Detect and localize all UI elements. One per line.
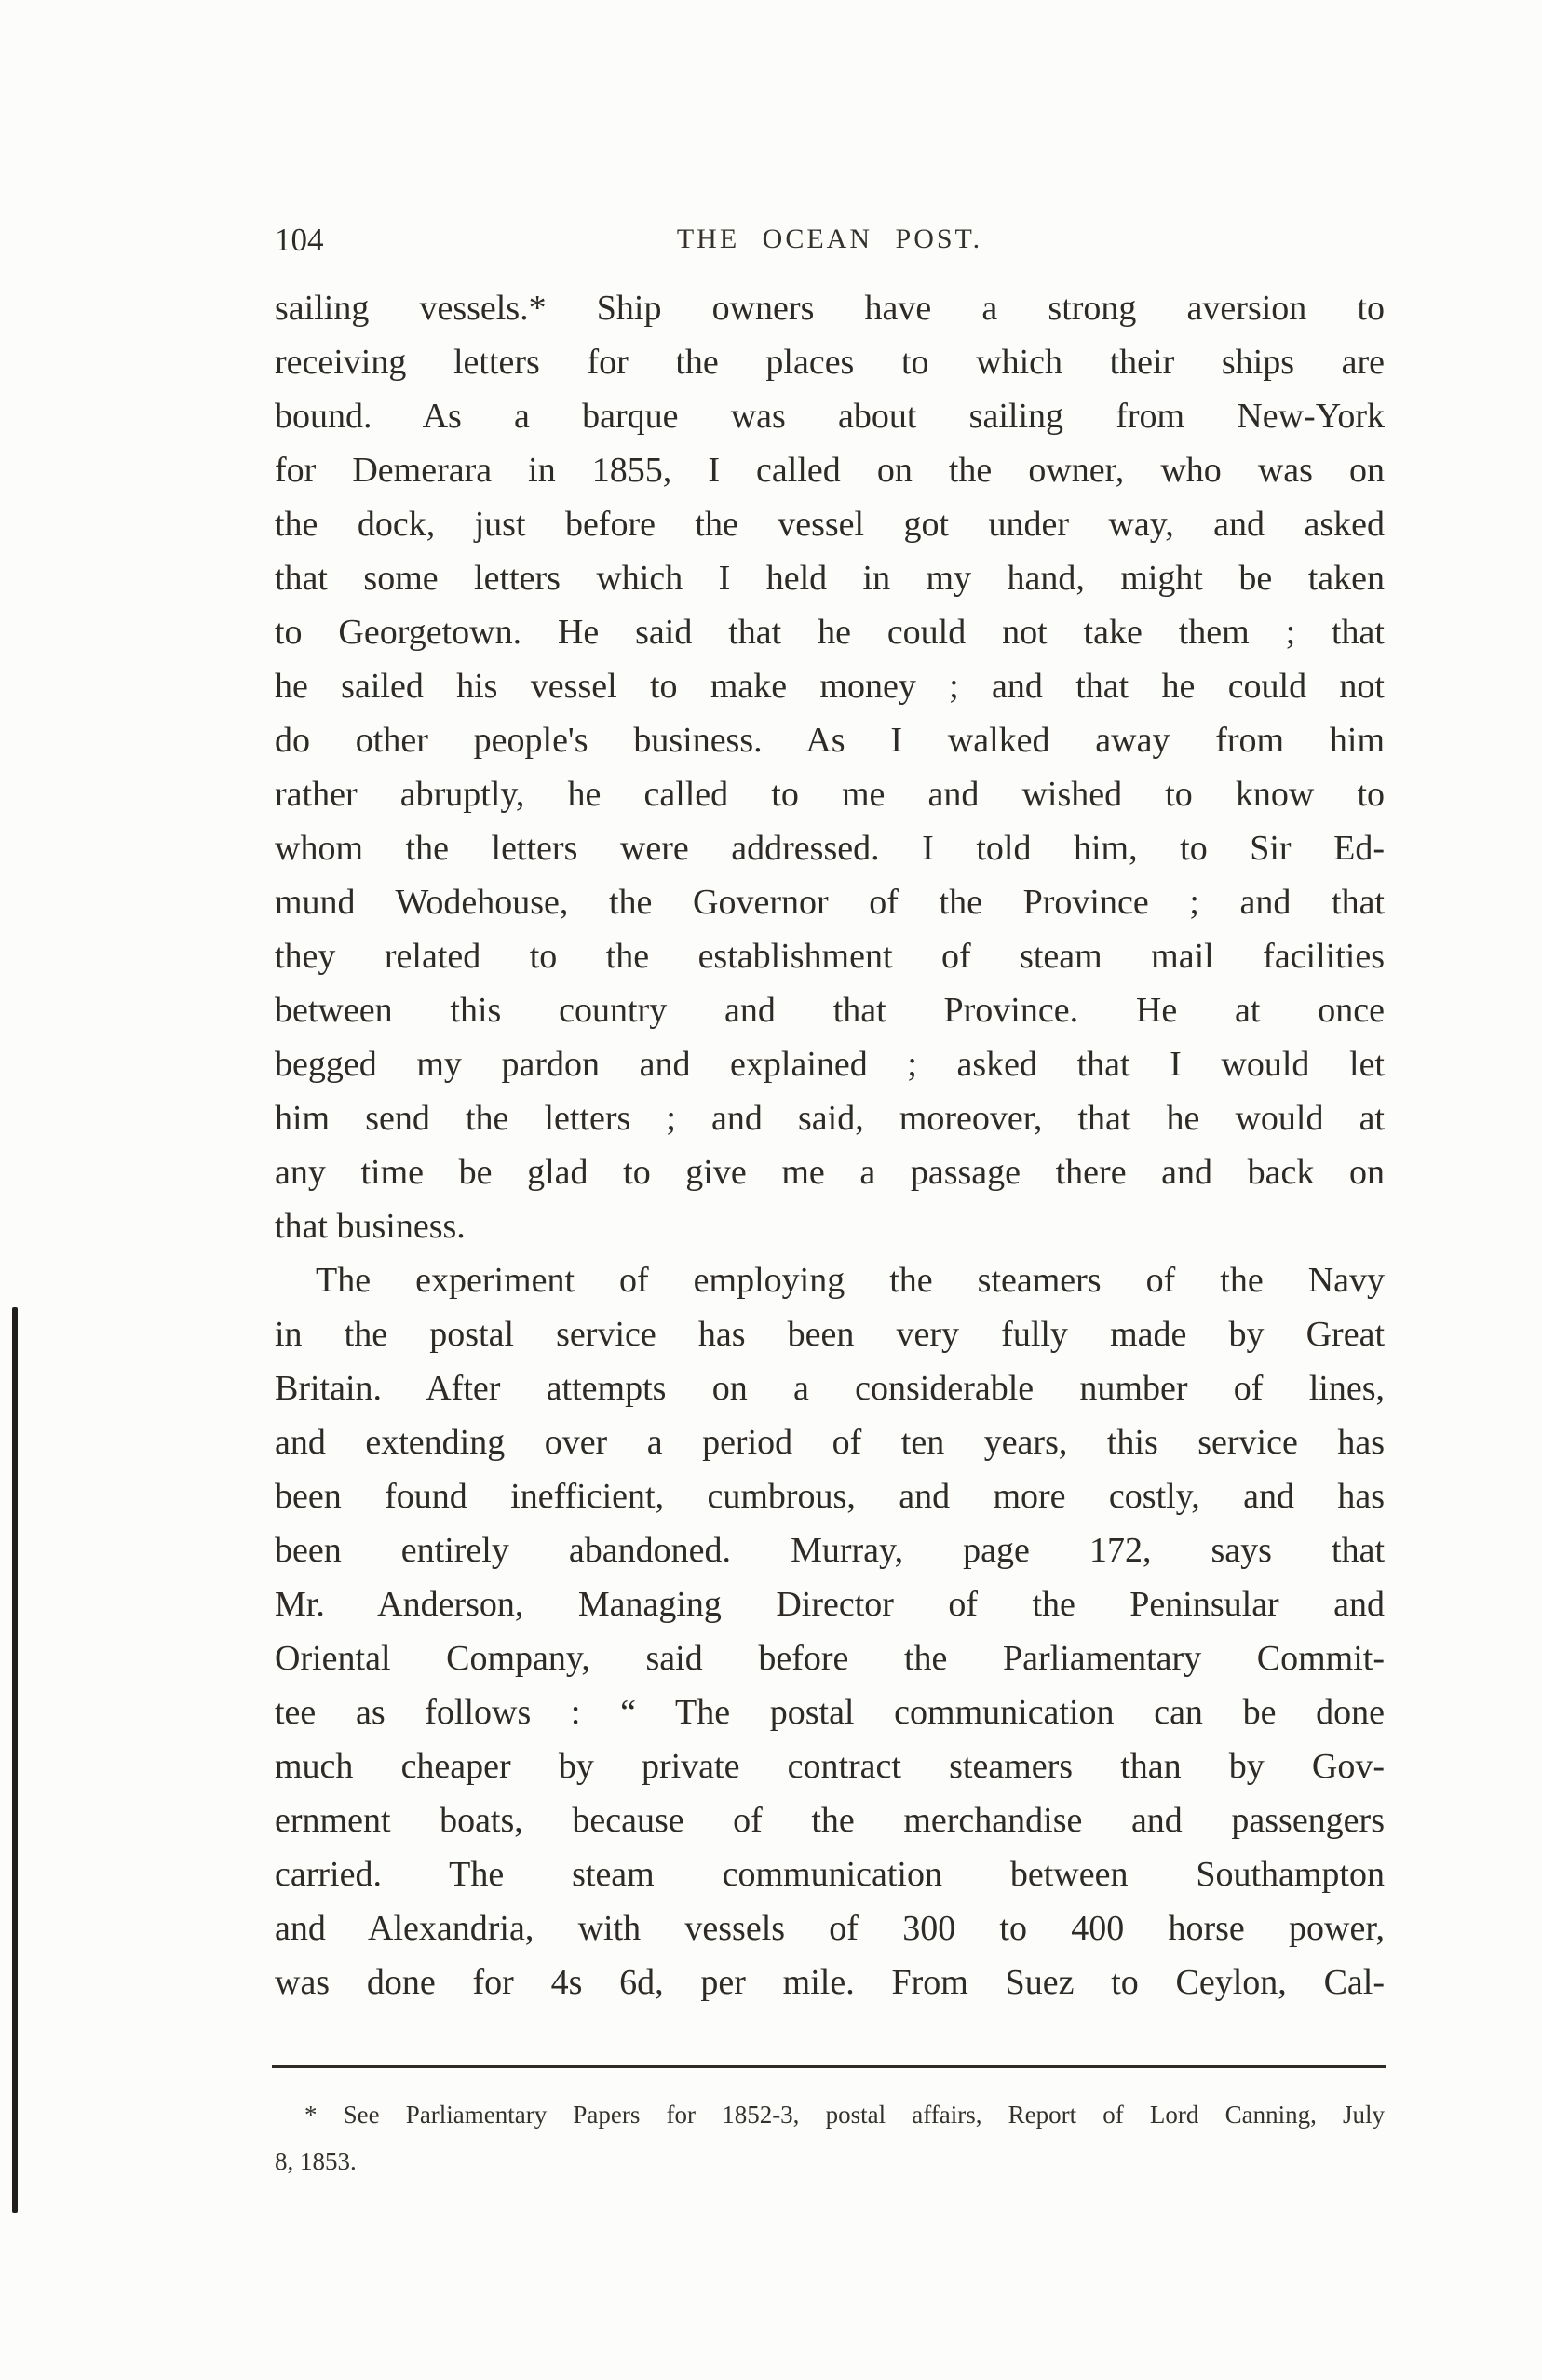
text-line: bound. As a barque was about sailing from New-York <box>275 397 1385 436</box>
text-line: he sailed his vessel to make money ; and that he could not <box>275 667 1385 706</box>
text-line: whom the letters were addressed. I told him, to Sir Ed- <box>275 829 1385 868</box>
text-line: receiving letters for the places to which their ships are <box>275 343 1385 382</box>
text-line: for Demerara in 1855, I called on the owner, who was on <box>275 451 1385 490</box>
page-number: 104 <box>275 222 324 258</box>
text-line: to Georgetown. He said that he could not take them ; that <box>275 613 1385 652</box>
text-line: sailing vessels.* Ship owners have a strong aversion to <box>275 289 1385 328</box>
text-line: any time be glad to give me a passage there and back on <box>275 1153 1385 1192</box>
text-line: Britain. After attempts on a considerable number of lines, <box>275 1369 1385 1408</box>
text-line: and Alexandria, with vessels of 300 to 400 horse power, <box>275 1909 1385 1948</box>
text-line: tee as follows : “ The postal communication can be done <box>275 1693 1385 1732</box>
text-line: in the postal service has been very fully made by Great <box>275 1315 1385 1354</box>
page-header <box>275 220 1385 261</box>
text-line: Mr. Anderson, Managing Director of the Peninsular and <box>275 1585 1385 1624</box>
footnote-line: * See Parliamentary Papers for 1852-3, postal affairs, Report of Lord Canning, July <box>304 2101 1385 2129</box>
text-line: mund Wodehouse, the Governor of the Province ; and that <box>275 883 1385 922</box>
running-title: THE OCEAN POST. <box>676 223 983 254</box>
text-line: been entirely abandoned. Murray, page 172, says that <box>275 1531 1385 1570</box>
text-line: him send the letters ; and said, moreover, that he would at <box>275 1099 1385 1138</box>
text-line: The experiment of employing the steamers of the Navy <box>316 1261 1385 1300</box>
text-line: carried. The steam communication between Southampton <box>275 1855 1385 1894</box>
footnote <box>275 2091 1385 2184</box>
footnote-line: 8, 1853. <box>275 2147 357 2175</box>
text-line: ernment boats, because of the merchandise and passengers <box>275 1801 1385 1840</box>
text-line: the dock, just before the vessel got under way, and asked <box>275 505 1385 544</box>
text-line: was done for 4s 6d, per mile. From Suez to Ceylon, Cal- <box>275 1963 1385 2002</box>
text-line: been found inefficient, cumbrous, and more costly, and has <box>275 1477 1385 1516</box>
body-text <box>275 281 1385 2009</box>
text-line: that some letters which I held in my hand, might be taken <box>275 559 1385 598</box>
footnote-rule <box>272 2065 1386 2068</box>
text-line: much cheaper by private contract steamers than by Gov- <box>275 1747 1385 1786</box>
text-line: they related to the establishment of steam mail facilities <box>275 937 1385 976</box>
text-line: that business. <box>275 1207 466 1246</box>
text-line: between this country and that Province. He at once <box>275 991 1385 1030</box>
scan-artifact-line <box>12 1307 18 2213</box>
text-line: and extending over a period of ten years, this service has <box>275 1423 1385 1462</box>
text-line: do other people's business. As I walked away from him <box>275 721 1385 760</box>
text-line: rather abruptly, he called to me and wished to know to <box>275 775 1385 814</box>
text-line: begged my pardon and explained ; asked that I would let <box>275 1045 1385 1084</box>
text-line: Oriental Company, said before the Parliamentary Commit- <box>275 1639 1385 1678</box>
